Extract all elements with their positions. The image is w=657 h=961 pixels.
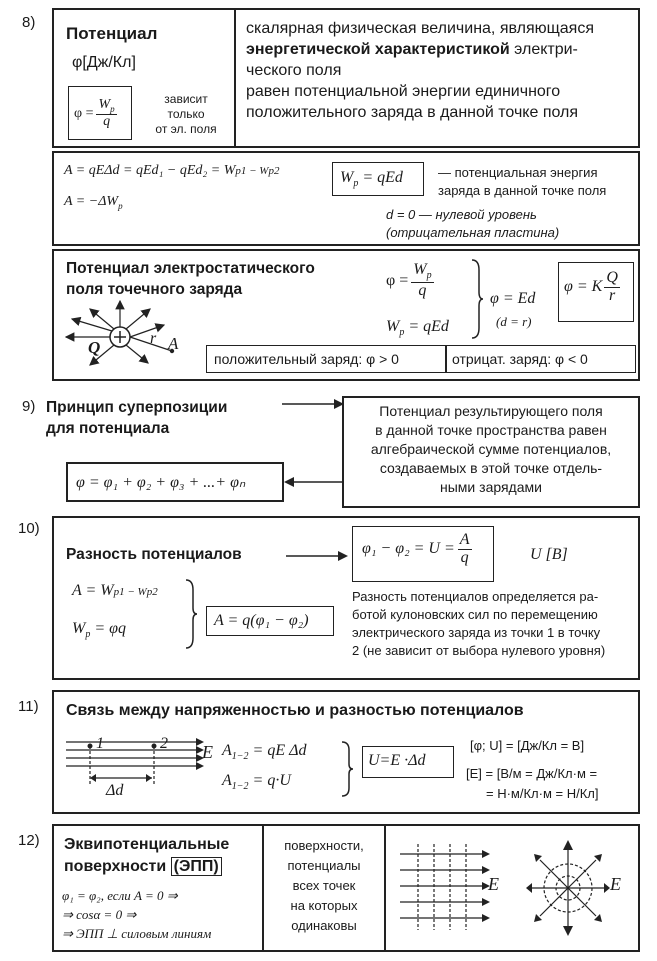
pt-ed: φ = Ed	[490, 290, 536, 307]
label-A: A	[168, 334, 179, 353]
diff-A: A	[459, 531, 470, 548]
def-line-3: ческого поля	[246, 62, 342, 79]
section-10-number: 10)	[18, 520, 40, 537]
a12b: A	[222, 772, 232, 789]
def-line-1: скалярная физическая величина, являющаяся	[246, 20, 595, 37]
point-2: 2	[160, 735, 168, 752]
equipotential-conditions	[62, 886, 211, 943]
phi-fraction	[96, 98, 116, 130]
work-delta	[64, 194, 123, 211]
zero-level	[386, 206, 559, 242]
work-qU	[222, 772, 291, 792]
potential-difference-title: Разность потенциалов	[66, 546, 242, 563]
point-charge-field-diagram	[60, 295, 200, 370]
eq2: A = −ΔW	[64, 194, 119, 209]
equipotential-title	[64, 834, 229, 878]
diff-q: q	[460, 548, 469, 566]
sp-line-1: Потенциал результирующего поля	[379, 403, 603, 419]
section-9-number: 9)	[22, 398, 36, 415]
sp-line-5: ными зарядами	[440, 479, 542, 495]
def-line-2-rest: электри-	[509, 41, 578, 58]
wpq-rest: = φq	[90, 620, 126, 637]
brace-10	[184, 578, 198, 650]
positive-charge: положительный заряд: φ > 0	[214, 351, 399, 367]
brace	[470, 258, 484, 340]
pt-q: q	[418, 281, 427, 299]
negative-charge: отрицат. заряд: φ < 0	[452, 351, 588, 367]
dep-line-2: только	[167, 107, 205, 121]
eq-def-2: потенциалы	[287, 858, 361, 873]
phi-formula	[74, 98, 117, 130]
zero-2: (отрицательная пластина)	[386, 225, 560, 240]
voltage-unit: U [В]	[530, 546, 568, 563]
a12b-sub: 1−2	[231, 781, 249, 793]
wp-sub: p	[110, 103, 115, 114]
superposition-title	[46, 397, 227, 439]
coulomb-potential	[564, 270, 620, 305]
eq-cond-1: φ₁ = φ₂, если A = 0 ⇒	[62, 888, 178, 903]
divider	[234, 8, 236, 148]
wp-note	[438, 164, 606, 200]
wpq: W	[72, 620, 86, 637]
pt-phi: φ =	[386, 271, 409, 289]
pt-wp2: W	[386, 318, 400, 335]
E-uniform: E	[488, 874, 499, 894]
pt-dr: (d = r)	[496, 314, 532, 329]
diff-line-1: Разность потенциалов определяется ра-	[352, 589, 599, 604]
divider-12b	[384, 824, 386, 952]
u-ed: U=E ·Δd	[368, 752, 426, 769]
label-r: r	[150, 330, 157, 347]
aq-formula: A = q(φ₁ − φ₂)	[214, 612, 309, 629]
work-wp	[72, 582, 158, 600]
a12a-rest: = qE Δd	[248, 742, 307, 759]
wp-note-2: заряда в данной точке поля	[438, 183, 607, 198]
pt-title-1: Потенциал электростатического	[66, 260, 315, 277]
wp-eq-rest: = qEd	[358, 169, 403, 186]
phi-left: φ =	[74, 105, 94, 121]
equipotential-definition	[264, 836, 384, 936]
eq1: A = qEΔd = qEd₁ − qEd₂ = W	[64, 163, 236, 178]
a12b-rest: = q·U	[248, 772, 291, 789]
aw-end: p2	[146, 586, 158, 598]
point-1: 1	[96, 735, 104, 752]
arrow-left	[284, 476, 344, 488]
potential-unit: φ[Дж/Кл]	[72, 54, 136, 71]
wp-letter: W	[98, 97, 111, 112]
section-8-number: 8)	[22, 14, 36, 31]
diff-formula	[362, 532, 472, 567]
wp-equation	[340, 169, 403, 189]
sp-line-4: создаваемых в этой точке отдель-	[379, 460, 603, 476]
uniform-equipotential-diagram	[398, 840, 494, 936]
a12a: A	[222, 742, 232, 759]
dep-line-3: от эл. поля	[155, 122, 217, 136]
q-letter: q	[103, 114, 111, 130]
wp-phi-q	[72, 620, 126, 640]
sp-line-2: в данной точке пространства равен	[375, 422, 607, 438]
pt-Q: Q	[606, 269, 618, 286]
def-line-4: равен потенциальной энергии единичного	[246, 83, 561, 100]
section-11-number: 11)	[18, 698, 39, 715]
brace-11	[340, 740, 354, 798]
diff-line-4: 2 (не зависит от выбора нулевого уровня)	[352, 643, 606, 658]
eq-def-4: на которых	[290, 898, 358, 913]
eq-cond-2: ⇒ cosα = 0 ⇒	[62, 907, 137, 922]
eq2-sub: p	[118, 200, 123, 211]
work-qEd	[222, 742, 307, 762]
wp-note-1: — потенциальная энергия	[438, 165, 598, 180]
potential-definition	[246, 18, 641, 123]
a12a-sub: 1−2	[231, 751, 249, 763]
sp-title-2: для потенциала	[46, 420, 170, 437]
E-radial: E	[610, 874, 621, 894]
diff-text	[352, 588, 605, 660]
units-e-1: [E] = [В/м = Дж/Кл·м =	[466, 766, 598, 781]
eq-abbr: (ЭПП)	[171, 857, 222, 876]
eq1-tail: p1 − W	[235, 165, 269, 177]
units-phi-u: [φ; U] = [Дж/Кл = В]	[470, 738, 585, 753]
field-voltage-title: Связь между напряженностью и разностью потенциалов	[66, 702, 524, 719]
def-bold: энергетической характеристикой	[246, 41, 510, 58]
delta-d: Δd	[106, 782, 124, 799]
arrow-right	[282, 398, 344, 410]
eq-def-5: одинаковы	[291, 918, 357, 933]
sp-line-3: алгебраической сумме потенциалов,	[370, 441, 612, 457]
pt-title-2: поля точечного заряда	[66, 281, 243, 298]
diff-line-2: ботой кулоновских сил по перемещению	[352, 607, 598, 622]
aw: A = W	[72, 582, 114, 599]
pt-wp-sub: p	[426, 270, 432, 282]
units-e-2: = Н·м/Кл·м = Н/Кл]	[486, 786, 599, 801]
eq-title-2: поверхности	[64, 858, 167, 875]
diff: φ₁ − φ₂ = U =	[362, 540, 455, 558]
point-charge-title	[66, 258, 315, 300]
sp-title-1: Принцип суперпозиции	[46, 399, 228, 416]
eq-def-3: всех точек	[292, 878, 356, 893]
superposition-text	[344, 402, 638, 497]
depends-note	[140, 92, 232, 137]
wp-eq: W	[340, 169, 354, 186]
eq-cond-3: ⇒ ЭПП ⊥ силовым линиям	[62, 926, 212, 941]
pt-wp-qed	[386, 318, 449, 338]
uniform-field-diagram	[62, 736, 212, 802]
pt-wp: W	[413, 261, 427, 278]
pt-wp2-rest: = qEd	[404, 318, 449, 335]
superposition-formula: φ = φ₁ + φ₂ + φ₃ + ...+ φₙ	[76, 474, 246, 491]
def-line-5: положительного заряда в данной точке поля	[246, 104, 579, 121]
wp-eq-sub: p	[353, 178, 359, 190]
arrow-right-10	[286, 550, 348, 562]
eq-def-1: поверхности,	[284, 838, 364, 853]
eq1-end: p2	[268, 165, 280, 177]
pt-k: φ = K	[564, 278, 603, 296]
pt-wp2-sub: p	[399, 327, 405, 339]
radial-equipotential-diagram	[526, 838, 610, 938]
pt-phi-formula	[386, 262, 434, 299]
work-equation	[64, 163, 279, 179]
field-E: E	[202, 742, 213, 762]
eq-title-1: Эквипотенциальные	[64, 836, 230, 853]
diff-line-3: электрического заряда из точки 1 в точку	[352, 625, 601, 640]
pt-r: r	[608, 286, 616, 304]
wpq-sub: p	[85, 629, 91, 641]
section-12-number: 12)	[18, 832, 40, 849]
zero-1: d = 0 — нулевой уровень	[386, 207, 537, 222]
aw-tail: p1 − W	[113, 586, 147, 598]
label-Q: Q	[88, 338, 101, 357]
dep-line-1: зависит	[164, 92, 208, 106]
potential-title: Потенциал	[66, 24, 158, 43]
